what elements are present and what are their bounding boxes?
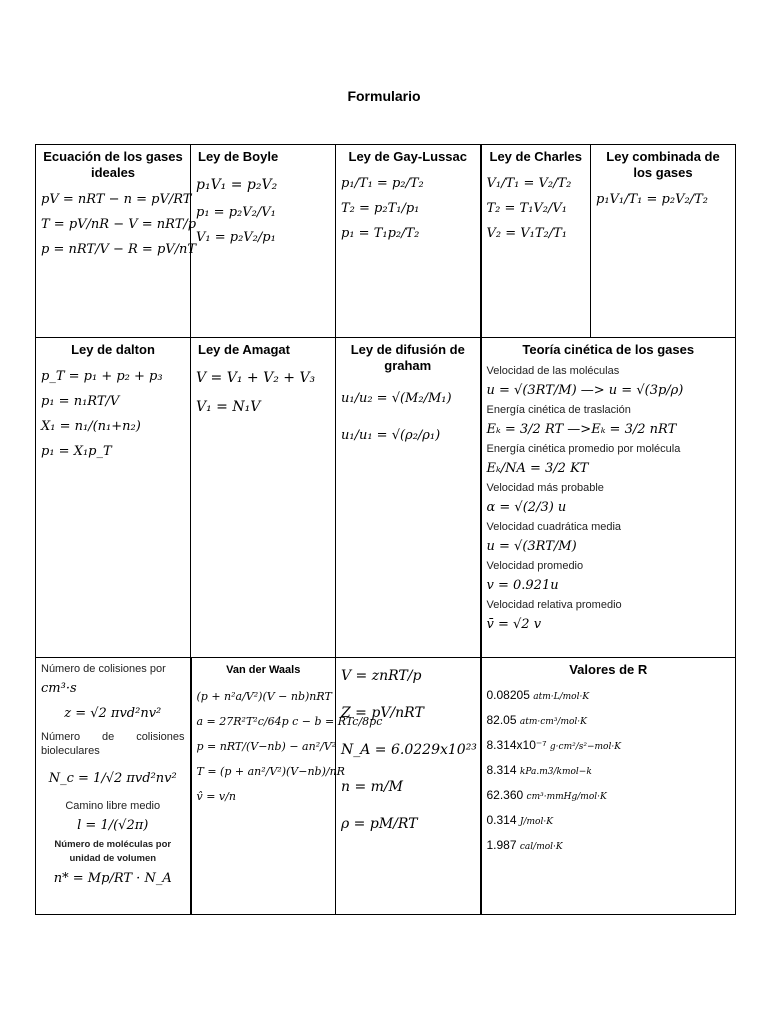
r-unit: kPa.m3/kmol−k — [519, 767, 592, 777]
formula: Eₖ/NA = 3/2 KT — [486, 461, 589, 476]
formula: l = 1/(√2π) — [77, 818, 149, 833]
formula: V₂ = V₁T₂/T₁ — [486, 226, 568, 241]
r-unit: g·cm²/s²−mol·K — [549, 742, 621, 752]
cell-combined — [591, 145, 736, 338]
formula: T = (p + an²/V²)(V−nb)/nR — [196, 765, 345, 778]
formula: p = nRT/V − R = pV/nT — [41, 242, 197, 257]
cell-boyle — [191, 145, 336, 338]
formula-label: Energía cinética promedio por molécula — [486, 443, 681, 455]
cell-title: Ecuación de los gases ideales — [43, 149, 183, 180]
r-unit: atm·cm³/mol·K — [519, 717, 587, 727]
r-value-row — [487, 684, 731, 709]
cell-title: Ley combinada de los gases — [606, 149, 720, 180]
formula: p₁/T₁ = p₂/T₂ — [341, 176, 424, 191]
text-block: Número de colisiones por — [41, 663, 166, 675]
r-value: 82.05 — [486, 713, 517, 727]
formula: V = V₁ + V₂ + V₃ — [196, 370, 316, 386]
formula: p₁ = X₁p_T — [41, 444, 112, 459]
formula: α = √(2/3) u — [486, 500, 567, 515]
cell-title: Ley de difusión de graham — [350, 342, 465, 373]
cell-title: Van der Waals — [226, 664, 301, 676]
r-unit: J/mol·K — [519, 817, 553, 827]
r-unit: cal/mol·K — [519, 842, 563, 852]
cell-gay-lussac — [336, 145, 481, 338]
text-block: Número de moléculas por unidad de volumen — [54, 839, 172, 864]
formula: p₁V₁/T₁ = p₂V₂/T₂ — [596, 192, 708, 207]
formula: p₁V₁ = p₂V₂ — [196, 177, 278, 193]
r-unit: atm·L/mol·K — [533, 692, 590, 702]
formula: z = √2 πvd²nv² — [64, 706, 162, 721]
formula: Eₖ = 3/2 RT —>Eₖ = 3/2 nRT — [486, 422, 677, 437]
formula: n = m/M — [341, 779, 403, 795]
formula: u₁/u₂ = √(M₂/M₁) — [341, 391, 452, 406]
formula: a = 27R²T²c/64p c − b = RTc/8pc — [196, 715, 383, 728]
r-value-row — [487, 734, 731, 759]
cell-collisions — [36, 658, 191, 915]
formula: N_A = 6.0229x10²³ — [341, 742, 477, 758]
formula: v̂ = v/n — [196, 790, 236, 803]
formula: T = pV/nR − V = nRT/p — [41, 217, 197, 232]
cell-dalton — [36, 338, 191, 658]
formula: n* = Mp/RT · N_A — [53, 871, 172, 886]
r-value-row — [487, 809, 731, 834]
text-block: Número de colisiones bioleculares — [41, 731, 185, 757]
cell-title: Valores de R — [569, 662, 648, 677]
formula: p = nRT/(V−nb) − an²/V² — [196, 740, 337, 753]
page-title: Formulario — [347, 88, 421, 104]
cell-title: Ley de Boyle — [198, 149, 279, 164]
formula: p₁ = T₁p₂/T₂ — [341, 226, 420, 241]
formula: p_T = p₁ + p₂ + p₃ — [41, 369, 163, 384]
formula: ρ = pM/RT — [341, 816, 418, 832]
formula-label: Velocidad cuadrática media — [486, 521, 622, 533]
formula-label: Velocidad promedio — [486, 560, 584, 572]
cell-kinetic-theory — [481, 338, 736, 658]
formula: T₂ = T₁V₂/V₁ — [486, 201, 568, 216]
formula: X₁ = n₁/(n₁+n₂) — [41, 419, 141, 434]
cell-ideal-gas — [36, 145, 197, 338]
formula: (p + n²a/V²)(V − nb)nRT — [196, 690, 332, 703]
formula: u = √(3RT/M) — [486, 539, 577, 554]
formula: p₁ = n₁RT/V — [41, 394, 120, 409]
cell-title: Ley de Gay-Lussac — [348, 149, 467, 164]
formula: u = √(3RT/M) —> u = √(3p/ρ) — [486, 383, 684, 398]
formula-table — [35, 144, 736, 915]
r-value: 0.314 — [486, 813, 517, 827]
formula: u₁/u₁ = √(ρ₂/ρ₁) — [341, 428, 441, 443]
cell-title: Ley de dalton — [71, 342, 155, 357]
r-unit: cm³·mmHg/mol·K — [526, 792, 607, 802]
formula-label: Energía cinética de traslación — [486, 404, 631, 416]
text-block: Camino libre medio — [65, 800, 161, 812]
formula: v̄ = √2 v — [486, 617, 542, 632]
cell-title: Ley de Charles — [489, 149, 582, 164]
formula: V₁ = N₁V — [196, 399, 261, 415]
cell-title: Ley de Amagat — [198, 342, 290, 357]
cell-charles — [481, 145, 591, 338]
cell-misc-formulas — [336, 658, 481, 915]
cell-graham — [336, 338, 481, 658]
r-value-row — [487, 709, 731, 734]
table-row — [36, 145, 736, 338]
r-value-row — [487, 759, 731, 784]
cell-title: Teoría cinética de los gases — [522, 342, 695, 357]
r-value: 8.314 — [486, 763, 517, 777]
formula: Z = pV/nRT — [341, 705, 424, 721]
formula: V₁/T₁ = V₂/T₂ — [486, 176, 572, 191]
formula: cm³·s — [41, 681, 77, 696]
formula: V₁ = p₂V₂/p₁ — [196, 230, 276, 245]
cell-amagat — [191, 338, 336, 658]
r-value: 8.314x10⁻⁷ — [486, 738, 547, 752]
formula-label: Velocidad de las moléculas — [486, 365, 620, 377]
formula: V = znRT/p — [341, 668, 422, 684]
formula: pV = nRT − n = pV/RT — [41, 192, 192, 207]
table-row — [36, 338, 736, 658]
formula: v = 0.921u — [486, 578, 559, 593]
formula: N_c = 1/√2 πvd²nv² — [48, 771, 177, 786]
table-row — [36, 658, 736, 915]
cell-r-values — [481, 658, 736, 915]
formula-label: Velocidad relativa promedio — [486, 599, 622, 611]
formula-label: Velocidad más probable — [486, 482, 604, 494]
r-value-row — [487, 834, 731, 859]
r-value: 0.08205 — [486, 688, 530, 702]
formula: p₁ = p₂V₂/V₁ — [196, 205, 276, 220]
r-value: 62.360 — [486, 788, 524, 802]
r-value-row — [487, 784, 731, 809]
formula: T₂ = p₂T₁/p₁ — [341, 201, 420, 216]
r-value: 1.987 — [486, 838, 517, 852]
